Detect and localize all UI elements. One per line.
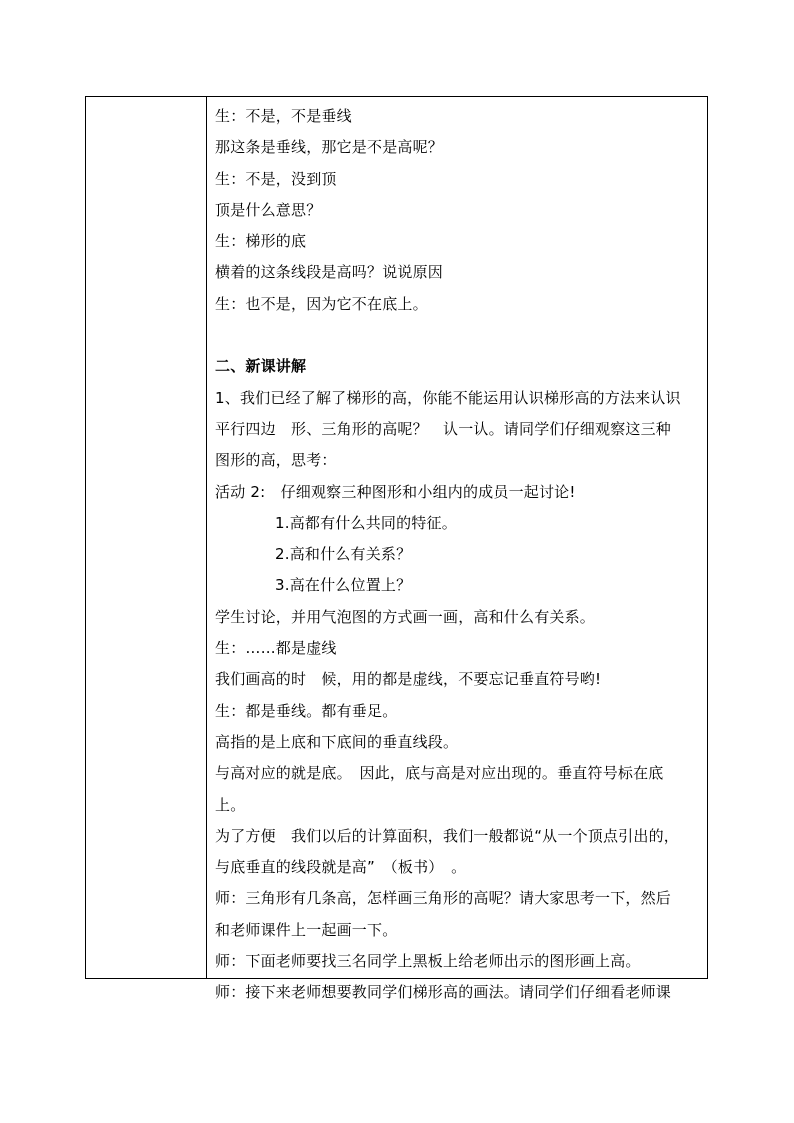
text-line: 1、我们已经了解了梯形的高，你能不能运用认识梯形高的方法来认识 <box>215 388 681 407</box>
section-heading: 二、新课讲解 <box>215 357 307 376</box>
text-line: 横着的这条线段是高吗？说说原因 <box>215 263 444 282</box>
text-line: 生：不是，不是垂线 <box>215 107 352 125</box>
text-line: 为了方便 我们以后的计算面积，我们一般都说“从一个顶点引出的， <box>215 826 679 845</box>
text-line: 生：也不是，因为它不在底上。 <box>215 294 428 313</box>
left-column-cell <box>86 97 207 978</box>
text-line: 师：接下来老师想要教同学们梯形高的画法。请同学们仔细看老师课 <box>215 983 672 1002</box>
text-line: 与高对应的就是底。 因此，底与高是对应出现的。垂直符号标在底 <box>215 764 664 783</box>
text-line: 活动 2: 仔细观察三种图形和小组内的成员一起讨论! <box>215 482 576 501</box>
text-line: 学生讨论，并用气泡图的方式画一画，高和什么有关系。 <box>215 607 596 626</box>
text-line: 高指的是上底和下底间的垂直线段。 <box>215 732 459 751</box>
text-line: 我们画高的时 候，用的都是虚线，不要忘记垂直符号哟! <box>215 670 602 689</box>
text-line: 2.高和什么有关系？ <box>275 545 412 564</box>
text-line: 生：都是垂线。都有垂足。 <box>215 701 398 720</box>
text-line: 生：……都是虚线 <box>215 639 337 658</box>
text-line: 顶是什么意思？ <box>215 200 322 219</box>
text-line: 生：梯形的底 <box>215 232 307 251</box>
text-line: 平行四边 形、三角形的高呢？ 认一认。请同学们仔细观察这三种 <box>215 419 672 438</box>
text-line: 师：三角形有几条高，怎样画三角形的高呢？请大家思考一下，然后 <box>215 889 672 908</box>
blank-line <box>215 320 701 351</box>
text-line: 与底垂直的线段就是高” （板书） 。 <box>215 858 467 877</box>
text-line: 1.高都有什么共同的特征。 <box>275 513 457 532</box>
lesson-content-cell <box>207 97 707 1002</box>
text-line: 那这条是垂线，那它是不是高呢？ <box>215 138 444 157</box>
text-line: 和老师课件上一起画一下。 <box>215 920 398 939</box>
text-line: 师：下面老师要找三名同学上黑板上给老师出示的图形画上高。 <box>215 952 641 971</box>
text-line: 图形的高，思考： <box>215 451 337 470</box>
text-line: 上。 <box>215 795 246 814</box>
text-line: 生：不是，没到顶 <box>215 169 337 188</box>
text-line: 3.高在什么位置上？ <box>275 576 412 595</box>
lesson-table <box>85 96 708 1002</box>
